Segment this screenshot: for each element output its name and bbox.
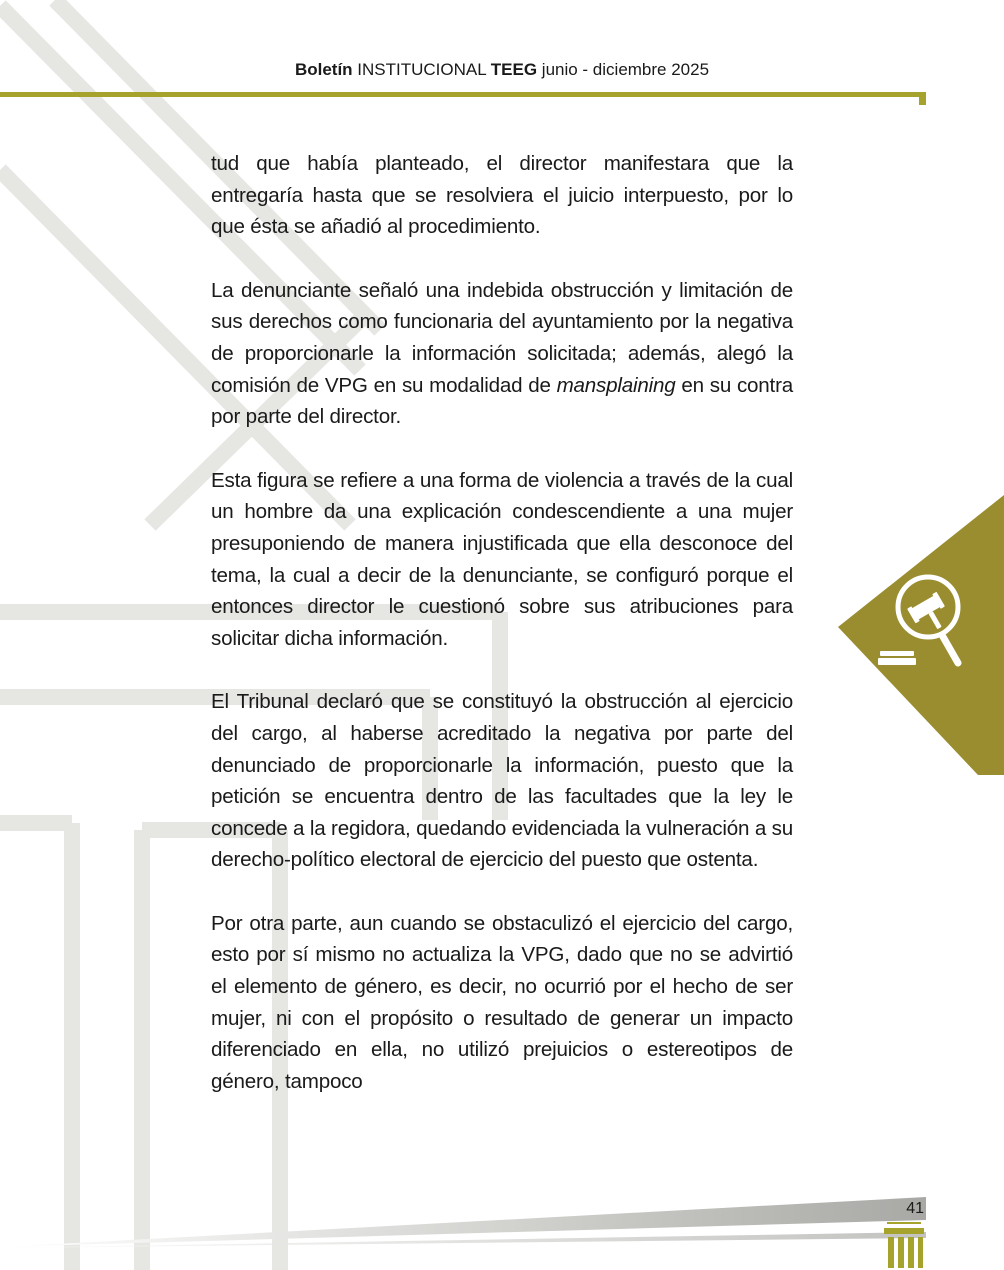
paragraph-3: Esta figura se refiere a una forma de violencia a través de la cual un hombre da una explicación condescendiente a una mujer presuponiendo de manera injustificada que ella desconoce del tema, la cual a decir de la denunciante, se configuró porque el entonces director le cuestionó sobre sus atribuciones para solicitar dicha información.	[211, 468, 793, 650]
paragraph-2-tail: en su contra por parte del director.	[211, 373, 793, 429]
paragraph-1: tud que había planteado, el director manifestara que la entregaría hasta que se resolviera el juicio interpuesto, por lo que ésta se añadió al procedimiento.	[211, 152, 793, 239]
header-rule-end	[919, 92, 926, 105]
header-rule	[0, 92, 926, 97]
paragraph-2-text: La denunciante señaló una indebida obstrucción y limitación de sus derechos como funcionaria del ayuntamiento por la negativa de proporcionarle la información solicitada; además, alegó la comisión de VPG en su modalidad de	[211, 278, 793, 397]
column-pillar-icon	[884, 1228, 924, 1268]
paragraph-2	[211, 275, 793, 433]
header-dates: junio - diciembre 2025	[537, 60, 710, 79]
paragraph-4: El Tribunal declaró que se constituyó la obstrucción al ejercicio del cargo, al haberse acreditado la negativa por parte del denunciado de proporcionarle la información, puesto que la petición se encuentra dentro de las facultades que la ley le concede a la regidora, quedando evidenciada la vulneración a su derecho-político electoral de ejercicio del puesto que ostenta.	[211, 690, 793, 872]
footer-decoration	[0, 1190, 1004, 1270]
page-number: 41	[906, 1200, 924, 1217]
header-institucional: INSTITUCIONAL	[352, 60, 491, 79]
italic-term: mansplaining	[556, 373, 676, 397]
paragraph-5: Por otra parte, aun cuando se obstaculizó el ejercicio del cargo, esto por sí mismo no actualiza la VPG, dado que no se advirtió el elemento de género, es decir, no ocurrió por el hecho de ser mujer, ni con el propósito o resultado de generar un impacto diferenciado en ella, no utilizó prejuicios o estereotipos de género, tampoco	[211, 911, 793, 1093]
header-teeg: TEEG	[490, 60, 538, 79]
section-badge	[838, 495, 1004, 775]
header-boletin: Boletín	[294, 60, 353, 79]
running-header	[0, 60, 1004, 88]
article-body	[211, 148, 793, 1097]
